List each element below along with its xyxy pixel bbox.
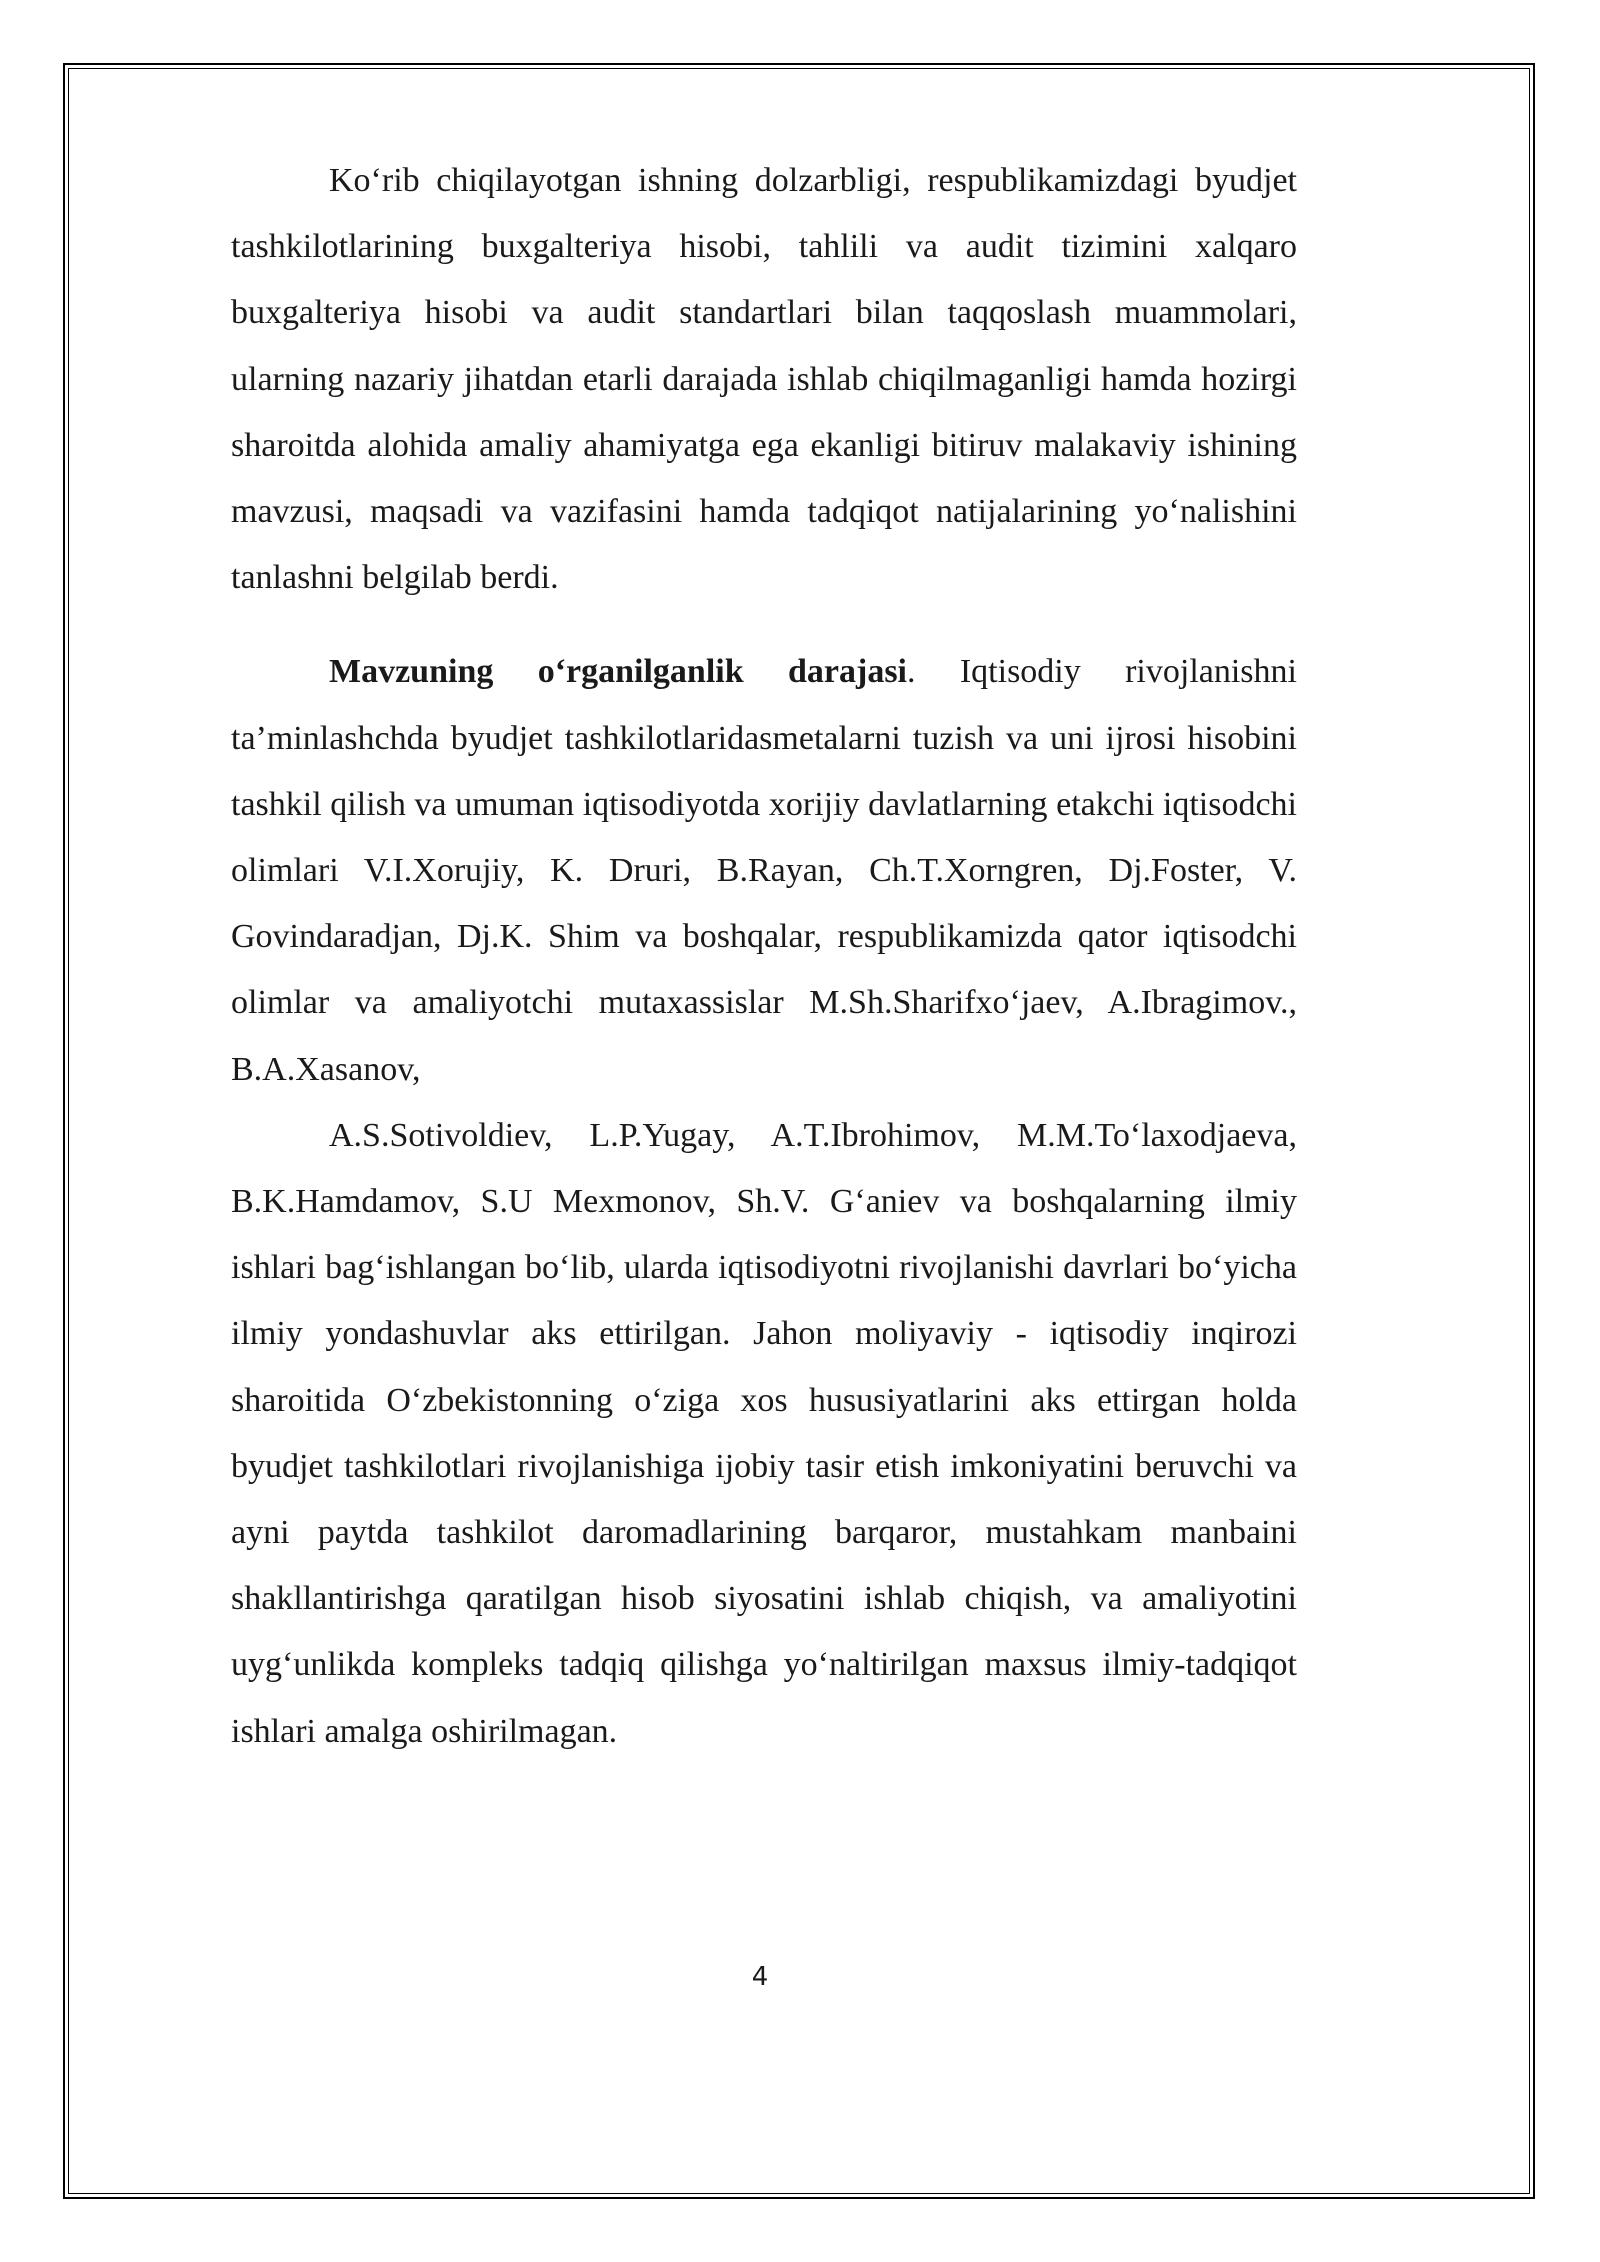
paragraph-study-degree [231,639,1297,1764]
document-body [231,148,1297,1765]
paragraph-heading: Mavzuning o‘rganilganlik darajasi [329,653,907,691]
paragraph-relevance: Ko‘rib chiqilayotgan ishning dolzarbligi, respublikamizdagi byudjet tashkilotlarining buxgalteriya hisobi, tahlili va audit tizimini xalqaro buxgalteriya hisobi va audit standartlari bilan taqqoslash muammolari, ularning nazariy jihatdan etarli darajada ishlab chiqilmaganligi hamda hozirgi sharoitda alohida amaliy ahamiyatga ega ekanligi bitiruv malakaviy ishining mavzusi, maqsadi va vazifasini hamda tadqiqot natijalarining yo‘nalishini tanlashni belgilab berdi. [231,162,1297,597]
page-number: 4 [751,1962,769,1992]
paragraph-text-continued: A.S.Sotivoldiev, L.P.Yugay, A.T.Ibrohimov, M.M.To‘laxodjaeva, B.K.Hamdamov, S.U Mexmonov, Sh.V. G‘aniev va boshqalarning ilmiy ishlari bag‘ishlangan bo‘lib, ularda iqtisodiyotni rivojlanishi davrlari bo‘yicha ilmiy yondashuvlar aks ettirilgan. Jahon moliyaviy - iqtisodiy inqirozi sharoitida O‘zbekistonning o‘ziga xos hususiyatlarini aks ettirgan holda byudjet tashkilotlari rivojlanishiga ijobiy tasir etish imkoniyatini beruvchi va ayni paytda tashkilot daromadlarining barqaror, mustahkam manbaini shakllantirishga qaratilgan hisob siyosatini ishlab chiqish, va amaliyotini uyg‘unlikda kompleks tadqiq qilishga yo‘naltirilgan maxsus ilmiy-tadqiqot ishlari amalga oshirilmagan. [231,1116,1297,1750]
paragraph-text: . Iqtisodiy rivojlanishni ta’minlashchda byudjet tashkilotlaridasmetalarni tuzish va uni ijrosi hisobini tashkil qilish va umuman iqtisodiyotda xorijiy davlatlarning etakchi iqtisodchi olimlari V.I.Xorujiy, K. Druri, B.Rayan, Ch.T.Xorngren, Dj.Foster, V. Govindaradjan, Dj.K. Shim va boshqalar, respublikamizda qator iqtisodchi olimlar va amaliyotchi mutaxassislar M.Sh.Sharifxo‘jaev, A.Ibragimov., B.A.Xasanov, [231,653,1297,1088]
